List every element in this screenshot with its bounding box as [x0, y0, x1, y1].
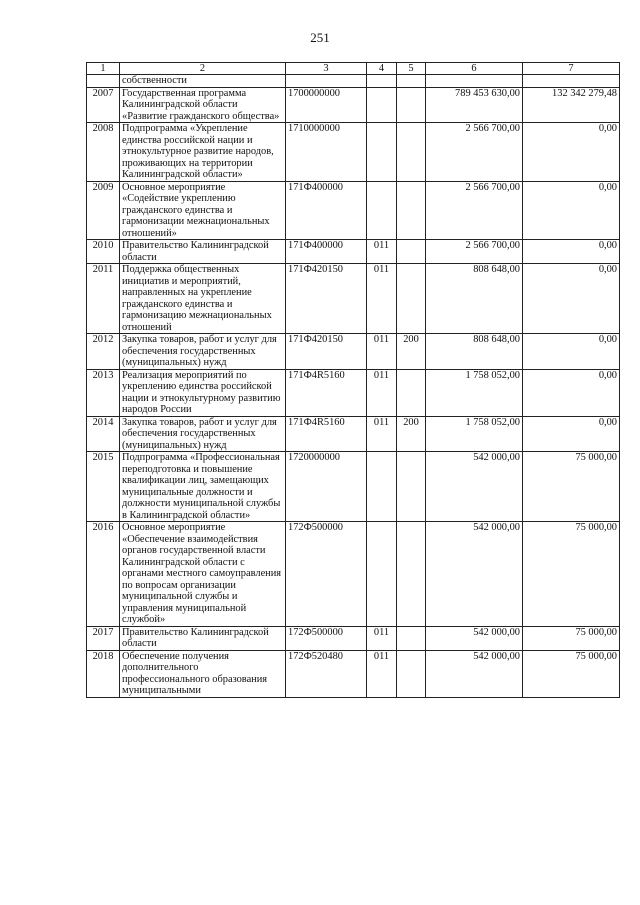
- row-name: Правительство Калининградской области: [120, 240, 286, 264]
- amount-col-7: 75 000,00: [523, 452, 620, 522]
- amount-col-6: 808 648,00: [426, 264, 523, 334]
- amount-col-6: 542 000,00: [426, 650, 523, 697]
- department-code: 011: [367, 334, 397, 370]
- target-article-code: 172Ф500000: [286, 522, 367, 627]
- amount-col-6: 542 000,00: [426, 452, 523, 522]
- expense-type-code: [397, 650, 426, 697]
- target-article-code: 1700000000: [286, 87, 367, 123]
- row-name: Обеспечение получения дополнительного профессионального образования муниципальными: [120, 650, 286, 697]
- target-article-code: 171Ф4R5160: [286, 369, 367, 416]
- table-row: [87, 181, 620, 240]
- row-name: Основное мероприятие «Обеспечение взаимодействия органов государственной власти Калининградской области с органами местного самоуправления по вопросам организации муниципальной службы и управления муниципальной службой»: [120, 522, 286, 627]
- row-name: Правительство Калининградской области: [120, 626, 286, 650]
- department-code: [367, 75, 397, 88]
- amount-col-7: 0,00: [523, 416, 620, 452]
- target-article-code: 171Ф400000: [286, 181, 367, 240]
- header-row: [87, 63, 620, 75]
- expense-type-code: [397, 452, 426, 522]
- target-article-code: 172Ф500000: [286, 626, 367, 650]
- table-row: [87, 87, 620, 123]
- row-number: 2009: [87, 181, 120, 240]
- row-name: Государственная программа Калининградской области «Развитие гражданского общества»: [120, 87, 286, 123]
- row-number: 2016: [87, 522, 120, 627]
- expense-type-code: [397, 181, 426, 240]
- amount-col-6: 808 648,00: [426, 334, 523, 370]
- department-code: 011: [367, 369, 397, 416]
- department-code: [367, 522, 397, 627]
- amount-col-6: [426, 75, 523, 88]
- target-article-code: 1720000000: [286, 452, 367, 522]
- table-row: [87, 240, 620, 264]
- column-header: 7: [523, 63, 620, 75]
- amount-col-7: [523, 75, 620, 88]
- department-code: 011: [367, 264, 397, 334]
- table-row: [87, 369, 620, 416]
- amount-col-6: 542 000,00: [426, 626, 523, 650]
- expense-type-code: [397, 522, 426, 627]
- department-code: 011: [367, 626, 397, 650]
- row-name: собственности: [120, 75, 286, 88]
- column-header: 1: [87, 63, 120, 75]
- row-name: Закупка товаров, работ и услуг для обеспечения государственных (муниципальных) нужд: [120, 334, 286, 370]
- table-row: [87, 626, 620, 650]
- row-name: Подпрограмма «Профессиональная переподготовка и повышение квалификации лиц, замещающих муниципальные должности и должности муниципальной службы в Калининградской области»: [120, 452, 286, 522]
- expense-type-code: [397, 87, 426, 123]
- row-name: Закупка товаров, работ и услуг для обеспечения государственных (муниципальных) нужд: [120, 416, 286, 452]
- table-row: [87, 75, 620, 88]
- amount-col-7: 0,00: [523, 240, 620, 264]
- amount-col-6: 2 566 700,00: [426, 181, 523, 240]
- expense-type-code: [397, 123, 426, 182]
- amount-col-6: 542 000,00: [426, 522, 523, 627]
- expense-type-code: 200: [397, 334, 426, 370]
- row-number: 2012: [87, 334, 120, 370]
- expense-type-code: 200: [397, 416, 426, 452]
- row-number: [87, 75, 120, 88]
- row-number: 2018: [87, 650, 120, 697]
- column-header: 5: [397, 63, 426, 75]
- amount-col-6: 1 758 052,00: [426, 369, 523, 416]
- table-row: [87, 123, 620, 182]
- row-number: 2015: [87, 452, 120, 522]
- department-code: 011: [367, 416, 397, 452]
- amount-col-7: 75 000,00: [523, 626, 620, 650]
- amount-col-7: 0,00: [523, 123, 620, 182]
- row-number: 2013: [87, 369, 120, 416]
- row-number: 2014: [87, 416, 120, 452]
- row-number: 2011: [87, 264, 120, 334]
- row-number: 2007: [87, 87, 120, 123]
- amount-col-7: 132 342 279,48: [523, 87, 620, 123]
- department-code: [367, 181, 397, 240]
- row-name: Поддержка общественных инициатив и мероприятий, направленных на укрепление гражданского единства и гармонизацию межнациональных отношений: [120, 264, 286, 334]
- target-article-code: [286, 75, 367, 88]
- target-article-code: 172Ф520480: [286, 650, 367, 697]
- expense-type-code: [397, 264, 426, 334]
- column-header: 4: [367, 63, 397, 75]
- row-name: Реализация мероприятий по укреплению единства российской нации и этнокультурному развитию народов России: [120, 369, 286, 416]
- expense-type-code: [397, 240, 426, 264]
- table-row: [87, 334, 620, 370]
- amount-col-6: 1 758 052,00: [426, 416, 523, 452]
- target-article-code: 171Ф420150: [286, 264, 367, 334]
- department-code: [367, 123, 397, 182]
- target-article-code: 171Ф420150: [286, 334, 367, 370]
- amount-col-7: 0,00: [523, 264, 620, 334]
- column-header: 6: [426, 63, 523, 75]
- department-code: 011: [367, 650, 397, 697]
- row-number: 2017: [87, 626, 120, 650]
- row-name: Основное мероприятие «Содействие укреплению гражданского единства и гармонизации межнациональных отношений»: [120, 181, 286, 240]
- expense-type-code: [397, 626, 426, 650]
- table-row: [87, 522, 620, 627]
- row-number: 2010: [87, 240, 120, 264]
- amount-col-6: 2 566 700,00: [426, 240, 523, 264]
- expense-type-code: [397, 369, 426, 416]
- amount-col-7: 0,00: [523, 181, 620, 240]
- target-article-code: 171Ф4R5160: [286, 416, 367, 452]
- target-article-code: 1710000000: [286, 123, 367, 182]
- page-number: 251: [310, 30, 330, 45]
- table-row: [87, 264, 620, 334]
- amount-col-6: 789 453 630,00: [426, 87, 523, 123]
- amount-col-7: 75 000,00: [523, 650, 620, 697]
- row-name: Подпрограмма «Укрепление единства российской нации и этнокультурное развитие народов, проживающих на территории Калининградской области»: [120, 123, 286, 182]
- row-number: 2008: [87, 123, 120, 182]
- table-row: [87, 416, 620, 452]
- table-row: [87, 452, 620, 522]
- budget-table: [86, 62, 620, 698]
- amount-col-7: 0,00: [523, 369, 620, 416]
- expense-type-code: [397, 75, 426, 88]
- target-article-code: 171Ф400000: [286, 240, 367, 264]
- amount-col-7: 75 000,00: [523, 522, 620, 627]
- department-code: [367, 452, 397, 522]
- column-header: 3: [286, 63, 367, 75]
- department-code: [367, 87, 397, 123]
- department-code: 011: [367, 240, 397, 264]
- column-header: 2: [120, 63, 286, 75]
- table-row: [87, 650, 620, 697]
- amount-col-7: 0,00: [523, 334, 620, 370]
- amount-col-6: 2 566 700,00: [426, 123, 523, 182]
